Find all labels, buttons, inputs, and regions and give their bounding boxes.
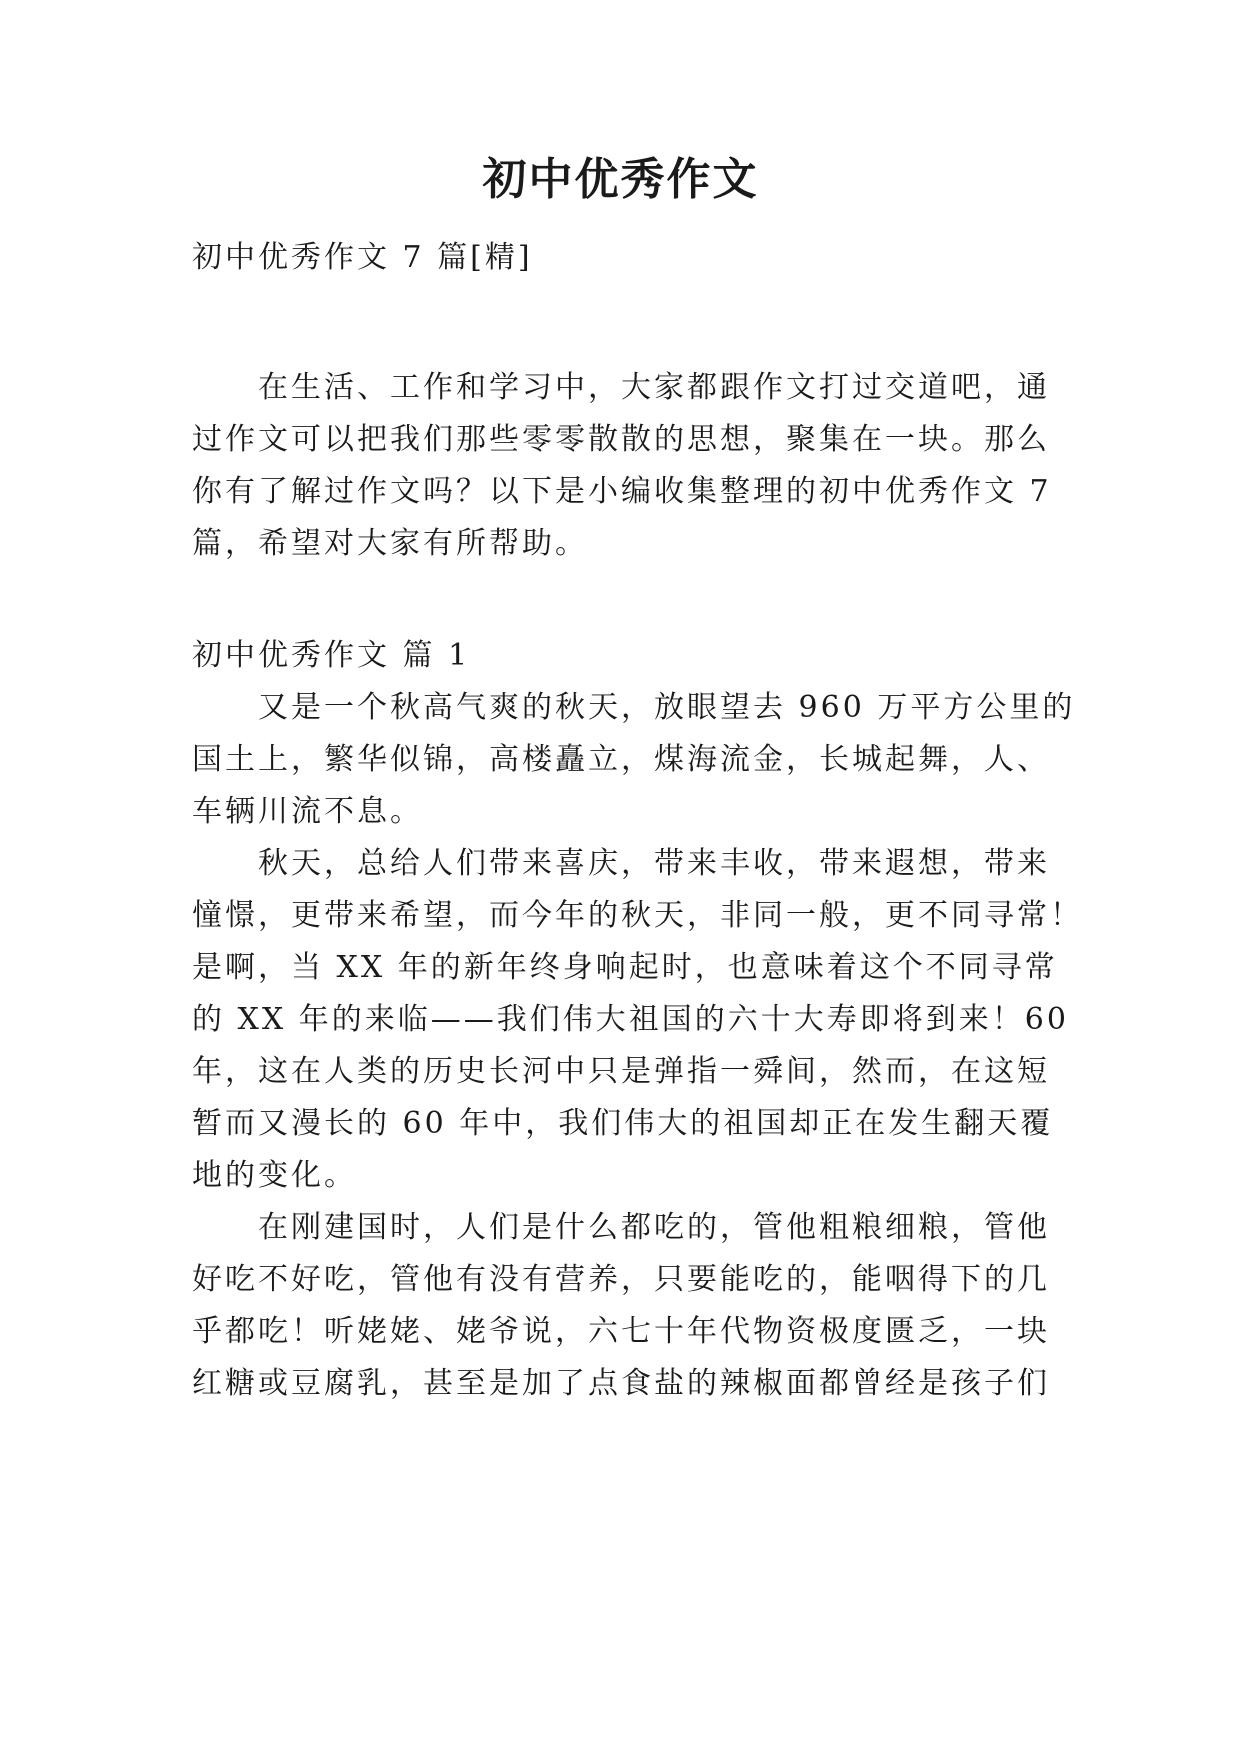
body-line: 乎都吃！听姥姥、姥爷说，六七十年代物资极度匮乏，一块 <box>192 1314 1050 1349</box>
intro-line: 篇，希望对大家有所帮助。 <box>192 526 588 561</box>
body-line: 车辆川流不息。 <box>192 794 423 829</box>
intro-line: 在生活、工作和学习中，大家都跟作文打过交道吧，通 <box>258 370 1050 405</box>
intro-line: 过作文可以把我们那些零零散散的思想，聚集在一块。那么 <box>192 422 1050 457</box>
body-line: 的 XX 年的来临——我们伟大祖国的六十大寿即将到来！60 <box>192 1002 1069 1037</box>
body-line: 秋天，总给人们带来喜庆，带来丰收，带来遐想，带来 <box>258 846 1050 881</box>
section-heading: 初中优秀作文 篇 1 <box>192 638 471 673</box>
body-line: 在刚建国时，人们是什么都吃的，管他粗粮细粮，管他 <box>258 1210 1050 1245</box>
body-line: 年，这在人类的历史长河中只是弹指一舜间，然而，在这短 <box>192 1054 1050 1089</box>
intro-line: 你有了解过作文吗？以下是小编收集整理的初中优秀作文 7 <box>192 474 1052 509</box>
document-title: 初中优秀作文 <box>482 154 759 205</box>
body-line: 地的变化。 <box>192 1158 357 1193</box>
body-line: 是啊，当 XX 年的新年终身响起时，也意味着这个不同寻常 <box>192 950 1058 985</box>
body-line: 又是一个秋高气爽的秋天，放眼望去 960 万平方公里的 <box>258 690 1076 725</box>
body-line: 红糖或豆腐乳，甚至是加了点食盐的辣椒面都曾经是孩子们 <box>192 1366 1050 1401</box>
body-line: 暂而又漫长的 60 年中，我们伟大的祖国却正在发生翻天覆 <box>192 1106 1054 1141</box>
body-line: 憧憬，更带来希望，而今年的秋天，非同一般，更不同寻常！ <box>192 898 1083 933</box>
body-line: 好吃不好吃，管他有没有营养，只要能吃的，能咽得下的几 <box>192 1262 1050 1297</box>
document-subtitle: 初中优秀作文 7 篇[精] <box>192 240 533 275</box>
body-line: 国土上，繁华似锦，高楼矗立，煤海流金，长城起舞，人、 <box>192 742 1050 777</box>
